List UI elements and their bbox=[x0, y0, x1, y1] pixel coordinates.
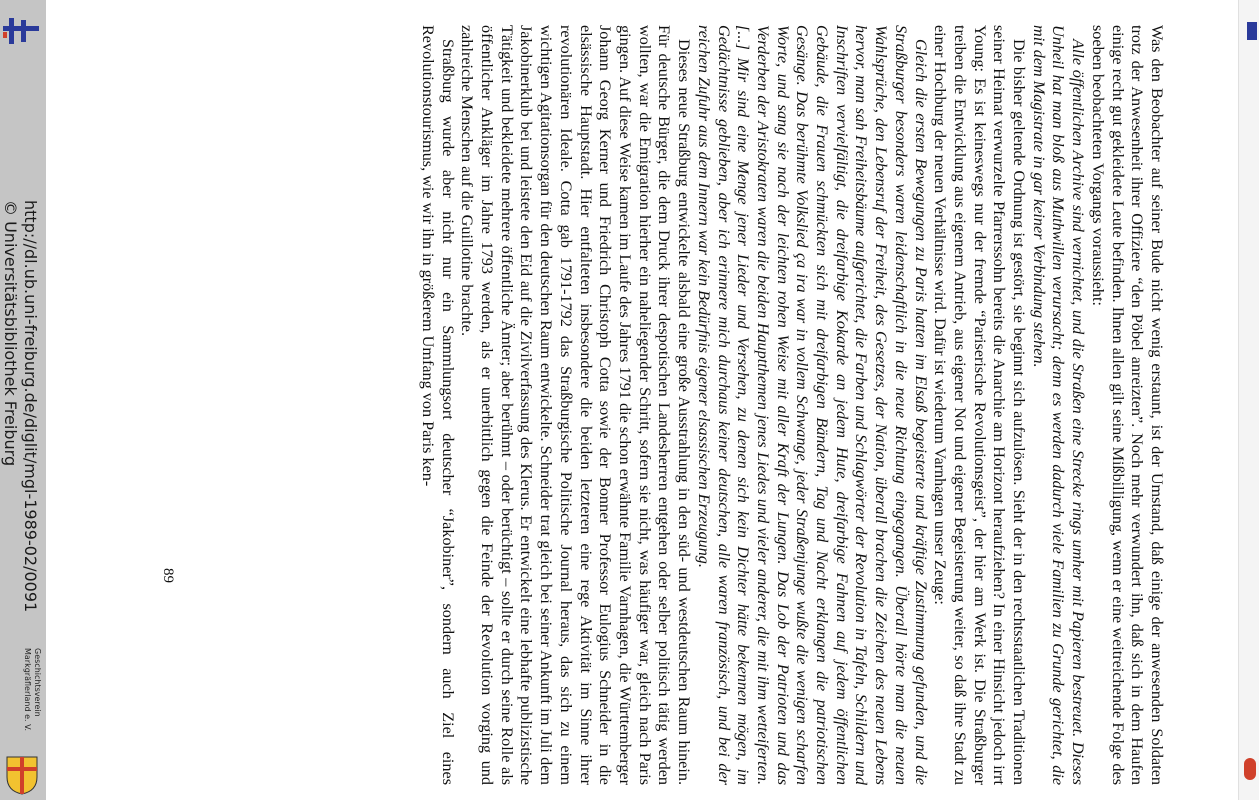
body-paragraph: Alle öffentlichen Archive sind vernichtet, und die Straßen eine Strecke rings umher mit Papieren bestreuet. Dieses Unheil hat man bloß aus Muthwillen verursacht; denn es werden dadurch viele Familien zu Grunde gerichtet, die mit dem Magistrate in gar keiner Verbindung stehen. bbox=[1029, 25, 1088, 785]
viewer-right-edge bbox=[1238, 0, 1259, 800]
society-name-line2: Markgräflerland e. V. bbox=[23, 648, 32, 732]
body-paragraph: Straßburg wurde aber nicht nur ein Sammlungsort deutscher “Jakobiner”, sondern auch Ziel eines Revolutionstourismus, wie wir ihn in größerem Umfang von Paris ken- bbox=[418, 25, 457, 785]
library-logo-icon-right bbox=[1247, 22, 1257, 40]
source-url[interactable]: http://dl.ub.uni-freiburg.de/diglit/mgl-1989-02/0091 bbox=[21, 200, 40, 613]
body-paragraph: Gleich die ersten Bewegungen zu Paris hatten im Elsaß begeisterte und kräftige Zustimmung gefunden, und die Straßburger besonders waren leidenschaftlich in die neue Richtung eingegangen. Überall hörte man die neuen Wahlsprüche, den Lebensruf der Freiheit, des Gesetzes, der Nation, überall brachen die Zeichen des neuen Lebens hervor, man sah Freiheitsbäume aufgerichtet, die Farben und Schlagwörter der Revolution in Tafeln, Schildern und Inschriften vervielfältigt, die dreifarbige Kokarde an jedem Hute, dreifarbige Fahnen auf jedem öffentlichen Gebäude, die Frauen schmückten sich mit dreifarbigen Bändern, Tag und Nacht erklangen die patriotischen Gesänge. Das berühmte Volkslied ça ira war in vollem Schwange, jeder Straßenjunge wußte die wenigen scharfen Worte, und sang sie nach der leichten rohen Weise mit aller Kraft der Lungen. Das Lob der Patrioten und das Verderben der Aristokraten waren die beiden Hauptthemen jenes Liedes und vieler anderer, die mit ihm wetteiferten. [...] Mir sind eine Menge jener Lieder und Versehen, zu denen sich kein Dichter hätte bekennen mögen, im Gedächtnisse geblieben, aber ich erinnere mich durchaus keiner deutschen, alle waren französisch, und bei der reichen Zufuhr aus dem Innern war kein Bedürfnis eigener elsassischen Erzeugung. bbox=[694, 25, 930, 785]
viewer-left-margin bbox=[0, 0, 46, 800]
body-paragraph: Dieses neue Straßburg entwickelte alsbald eine große Ausstrahlung in den süd- und westdeutschen Raum hinein. Für deutsche Bürger, die dem Druck ihrer despotischen Landesherren entgehen oder selber politisch tätig werden wollten, war die Emigration hierher ein naheliegender Schritt, sofern sie nicht, was häufiger war, gleich nach Paris gingen. Auf diese Weise kamen im Laufe des Jahres 1791 die schon erwähnte Familie Varnhagen, die Württemberger Johann Georg Kerner und Friedrich Christoph Cotta sowie der Bonner Professor Eulogius Schneider in die elsässische Hauptstadt. Hier entfalteten insbesondere die beiden letzteren eine rege Aktivität im Sinne ihrer revolutionären Ideale. Cotta gab 1791-1792 das Straßburgische Politische Journal heraus, das sich zu einem wichtigen Agitationsorgan für den deutschen Raum entwickelte. Schneider trat gleich bei seiner Ankunft im Juli dem Jakobinerklub bei und leistete den Eid auf die Zivilverfassung des Klerus. Er entwickelt eine lebhafte publizistische Tätigkeit und bekleidete mehrere öffentliche Ämter; aber berühmt – oder berüchtigt – sollte er durch seine Rolle als öffentlicher Ankläger im Jahre 1793 werden, als er unerbittlich gegen die Feinde der Revolution vorging und zahlreiche Menschen auf die Guillotine brachte. bbox=[458, 25, 694, 785]
page-number: 89 bbox=[160, 568, 176, 583]
society-crest-icon bbox=[5, 755, 39, 795]
body-paragraph: Was den Beobachter auf seiner Bude nicht wenig erstaunt, ist der Umstand, daß einige der anwesenden Soldaten trotz der Anwesenheit ihrer Offiziere “den Pöbel anreizten”. Noch mehr verwundert ihn, daß sich in dem Haufen einige recht gut gekleidete Leute befinden. Ihnen allen gilt seine Mißbilligung, wenn er eine weitreichende Folge des soeben beobachteten Vorgangs voraussieht: bbox=[1088, 25, 1166, 785]
library-logo-icon bbox=[3, 18, 39, 44]
crest-icon-right bbox=[1244, 758, 1256, 780]
body-paragraph: Die bisher geltende Ordnung ist gestört, sie beginnt sich aufzulösen. Sieht der in den rechtsstaatlichen Traditionen seiner Heimat verwurzelte Pfarrerssohn bereits die Anarchie am Horizont heraufziehen? In einer Hinsicht jedoch irrt Young: Es ist keineswegs nur der fremde “Pariserische Revolutionsgeist”, der hier am Werk ist. Die Straßburger treiben die Entwicklung aus eigenem Antrieb, aus eigener Not und eigener Begeisterung weiter, so daß ihre Stadt zu einer Hochburg der neuen Verhältnisse wird. Dafür ist wiederum Varnhagen unser Zeuge: bbox=[931, 25, 1029, 785]
copyright-notice: © Universitätsbibliothek Freiburg bbox=[1, 200, 20, 467]
scanned-page bbox=[216, 25, 1166, 785]
society-name: Geschichtsverein bbox=[33, 648, 42, 717]
